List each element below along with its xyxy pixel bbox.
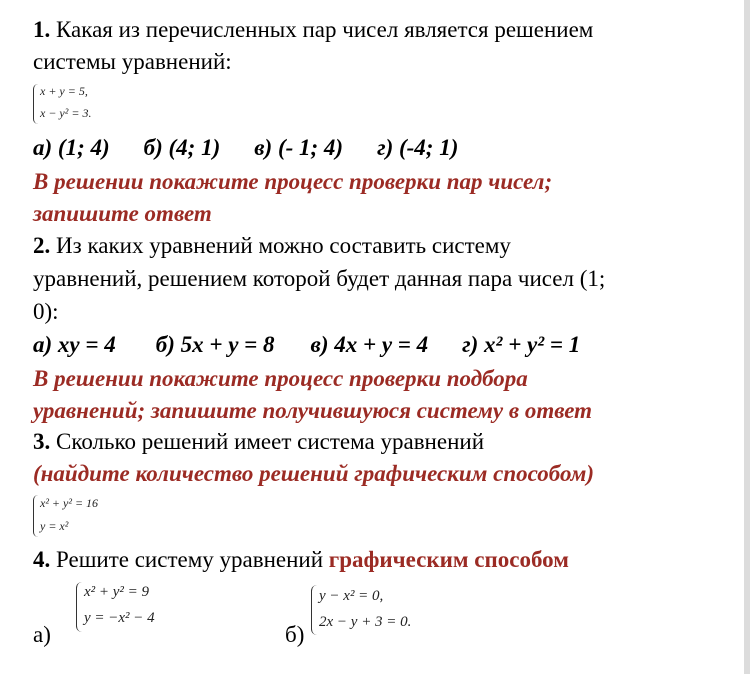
q4-part-a-eq2: y = −x² − 4: [84, 610, 155, 626]
q2-text-line3: 0):: [33, 299, 59, 324]
q4-part-a-system: [76, 582, 216, 634]
q1-option-c: в) (- 1; 4): [254, 135, 344, 160]
q3-system: [33, 495, 173, 539]
q2-options: [33, 330, 580, 360]
q3-line1: [33, 427, 484, 457]
q1-text-line2: системы уравнений:: [33, 49, 232, 74]
q3-system-brace: [33, 495, 38, 537]
q4-part-b-eq2: 2x − y + 3 = 0.: [319, 614, 412, 630]
q2-option-a: а) xy = 4: [33, 332, 116, 357]
q2-hint-line1: В решении покажите процесс проверки подбора: [33, 366, 528, 391]
q4-emphasis: графическим способом: [328, 547, 569, 572]
q4-part-b-eq1: y − x² = 0,: [319, 588, 384, 604]
q4-part-b-label: б): [285, 622, 305, 647]
q1-system-eq1: x + y = 5,: [40, 84, 88, 98]
page-edge: [744, 0, 750, 674]
q4-number: 4.: [33, 547, 51, 572]
q2-option-b: б) 5x + y = 8: [155, 332, 275, 357]
q1-text-line1: Какая из перечисленных пар чисел является решением: [50, 17, 594, 42]
q1-hint-line2: запишите ответ: [33, 201, 212, 226]
q1-hint-line1: В решении покажите процесс проверки пар чисел;: [33, 169, 553, 194]
q4-part-b-system: [311, 585, 451, 637]
q2-text-line2: уравнений, решением которой будет данная пара чисел (1;: [33, 266, 606, 291]
q4-line1: [33, 545, 569, 575]
q2-text-line1: Из каких уравнений можно составить систему: [50, 233, 511, 258]
q4-part-a-label: а): [33, 622, 51, 647]
q1-option-d: г) (-4; 1): [377, 135, 459, 160]
q3-text-line1: Сколько решений имеет система уравнений: [50, 429, 485, 454]
q4-text: Решите систему уравнений: [50, 547, 329, 572]
q3-system-eq2: y = x²: [40, 519, 69, 533]
q1-option-a: а) (1; 4): [33, 135, 110, 160]
q3-hint: (найдите количество решений графическим способом): [33, 461, 594, 486]
q1-number: 1.: [33, 17, 51, 42]
q1-system-eq2: x − y² = 3.: [40, 106, 92, 120]
q1-system-brace: [33, 84, 38, 124]
q2-option-c: в) 4x + y = 4: [310, 332, 429, 357]
q3-system-eq1: x² + y² = 16: [40, 496, 99, 510]
q2-option-d: г) x² + y² = 1: [462, 332, 581, 357]
q3-number: 3.: [33, 429, 51, 454]
q1-system: [33, 84, 153, 126]
q2-number: 2.: [33, 233, 51, 258]
q2-line1: [33, 231, 511, 261]
q1-options: [33, 133, 458, 163]
q4-part-a-brace: [76, 582, 82, 632]
q1-option-b: б) (4; 1): [143, 135, 221, 160]
q2-hint-line2: уравнений; запишите получившуюся систему в ответ: [33, 398, 593, 423]
q4-part-b-brace: [311, 585, 317, 635]
q1-line1: [33, 15, 593, 45]
q4-part-a-eq1: x² + y² = 9: [84, 584, 150, 600]
